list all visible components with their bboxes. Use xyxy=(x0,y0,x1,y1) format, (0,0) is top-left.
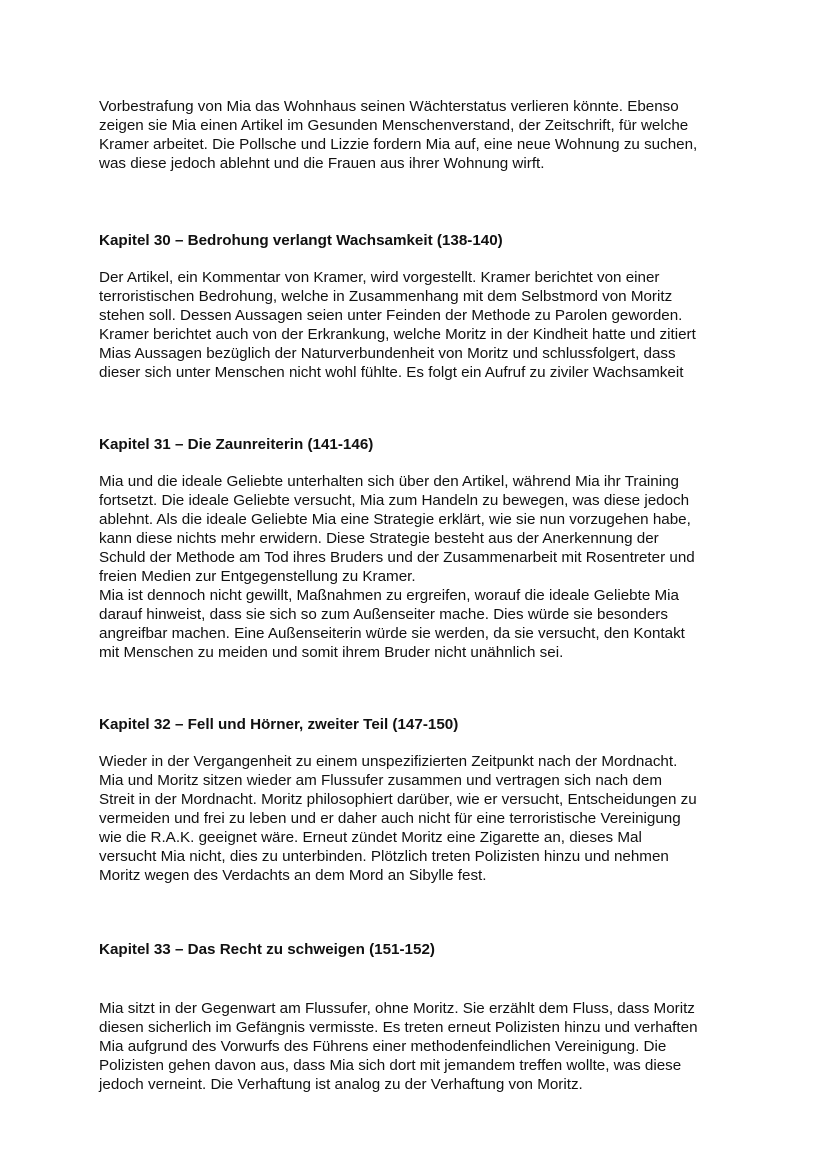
text-line: darauf hinweist, dass sie sich so zum Außenseiter mache. Dies würde sie besonders xyxy=(99,606,668,623)
text-line: Der Artikel, ein Kommentar von Kramer, wird vorgestellt. Kramer berichtet von einer xyxy=(99,269,660,286)
text-line: Kramer berichtet auch von der Erkrankung, welche Moritz in der Kindheit hatte und zitiert xyxy=(99,326,696,343)
text-line: Streit in der Mordnacht. Moritz philosophiert darüber, wie er versucht, Entscheidungen zu xyxy=(99,791,697,808)
chapter-32-heading-block xyxy=(99,715,759,734)
chapter-31-heading-block xyxy=(99,435,759,454)
text-line: wie die R.A.K. geeignet wäre. Erneut zündet Moritz eine Zigarette an, dieses Mal xyxy=(99,829,642,846)
text-line: Polizisten gehen davon aus, dass Mia sich dort mit jemandem treffen wollte, was diese xyxy=(99,1057,682,1074)
text-line: dieser sich unter Menschen nicht wohl fühlte. Es folgt ein Aufruf zu ziviler Wachsamkeit xyxy=(99,364,684,381)
text-line: Mia sitzt in der Gegenwart am Flussufer, ohne Moritz. Sie erzählt dem Fluss, dass Moritz xyxy=(99,1000,695,1017)
text-line: Moritz wegen des Verdachts an dem Mord an Sibylle fest. xyxy=(99,867,487,884)
chapter-33-paragraph xyxy=(99,999,759,1094)
text-line: diesen sicherlich im Gefängnis vermisste. Es treten erneut Polizisten hinzu und verhaften xyxy=(99,1019,698,1036)
text-line: mit Menschen zu meiden und somit ihrem Bruder nicht unähnlich sei. xyxy=(99,644,564,661)
intro-paragraph xyxy=(99,97,759,173)
chapter-30-heading-block xyxy=(99,231,759,250)
text-line: vermeiden und frei zu leben und er daher auch nicht für eine terroristische Vereinigung xyxy=(99,810,681,827)
chapter-heading: Kapitel 33 – Das Recht zu schweigen (151-152) xyxy=(99,941,435,958)
text-line: Mia und die ideale Geliebte unterhalten sich über den Artikel, während Mia ihr Training xyxy=(99,473,679,490)
text-line: zeigen sie Mia einen Artikel im Gesunden Menschenverstand, der Zeitschrift, für welche xyxy=(99,117,689,134)
chapter-33-heading-block xyxy=(99,940,759,959)
chapter-heading: Kapitel 31 – Die Zaunreiterin (141-146) xyxy=(99,436,374,453)
chapter-30-paragraph xyxy=(99,268,759,382)
text-line: Mia und Moritz sitzen wieder am Flussufer zusammen und vertragen sich nach dem xyxy=(99,772,663,789)
text-line: Wieder in der Vergangenheit zu einem unspezifizierten Zeitpunkt nach der Mordnacht. xyxy=(99,753,678,770)
text-line: Vorbestrafung von Mia das Wohnhaus seinen Wächterstatus verlieren könnte. Ebenso xyxy=(99,98,679,115)
chapter-32-paragraph xyxy=(99,752,759,885)
text-line: jedoch verneint. Die Verhaftung ist analog zu der Verhaftung von Moritz. xyxy=(99,1076,583,1093)
text-line: was diese jedoch ablehnt und die Frauen aus ihrer Wohnung wirft. xyxy=(99,155,545,172)
text-line: terroristischen Bedrohung, welche in Zusammenhang mit dem Selbstmord von Moritz xyxy=(99,288,673,305)
chapter-heading: Kapitel 32 – Fell und Hörner, zweiter Teil (147-150) xyxy=(99,716,459,733)
chapter-31-paragraph xyxy=(99,472,759,662)
text-line: stehen soll. Dessen Aussagen seien unter Feinden der Methode zu Parolen geworden. xyxy=(99,307,683,324)
text-line: fortsetzt. Die ideale Geliebte versucht, Mia zum Handeln zu bewegen, was diese jedoch xyxy=(99,492,690,509)
text-line: ablehnt. Als die ideale Geliebte Mia eine Strategie erklärt, wie sie nun vorzugehen habe, xyxy=(99,511,691,528)
text-line: Mia ist dennoch nicht gewillt, Maßnahmen zu ergreifen, worauf die ideale Geliebte Mia xyxy=(99,587,679,604)
text-line: Kramer arbeitet. Die Pollsche und Lizzie fordern Mia auf, eine neue Wohnung zu suchen, xyxy=(99,136,698,153)
text-line: Schuld der Methode am Tod ihres Bruders und der Zusammenarbeit mit Rosentreter und xyxy=(99,549,695,566)
text-line: kann diese nichts mehr erwidern. Diese Strategie besteht aus der Anerkennung der xyxy=(99,530,659,547)
text-line: Mias Aussagen bezüglich der Naturverbundenheit von Moritz und schlussfolgert, dass xyxy=(99,345,676,362)
text-line: angreifbar machen. Eine Außenseiterin würde sie werden, da sie versucht, den Kontakt xyxy=(99,625,685,642)
text-line: freien Medien zur Entgegenstellung zu Kramer. xyxy=(99,568,416,585)
chapter-heading: Kapitel 30 – Bedrohung verlangt Wachsamkeit (138-140) xyxy=(99,232,503,249)
text-line: versucht Mia nicht, dies zu unterbinden. Plötzlich treten Polizisten hinzu und nehmen xyxy=(99,848,669,865)
text-line: Mia aufgrund des Vorwurfs des Führens einer methodenfeindlichen Vereinigung. Die xyxy=(99,1038,667,1055)
